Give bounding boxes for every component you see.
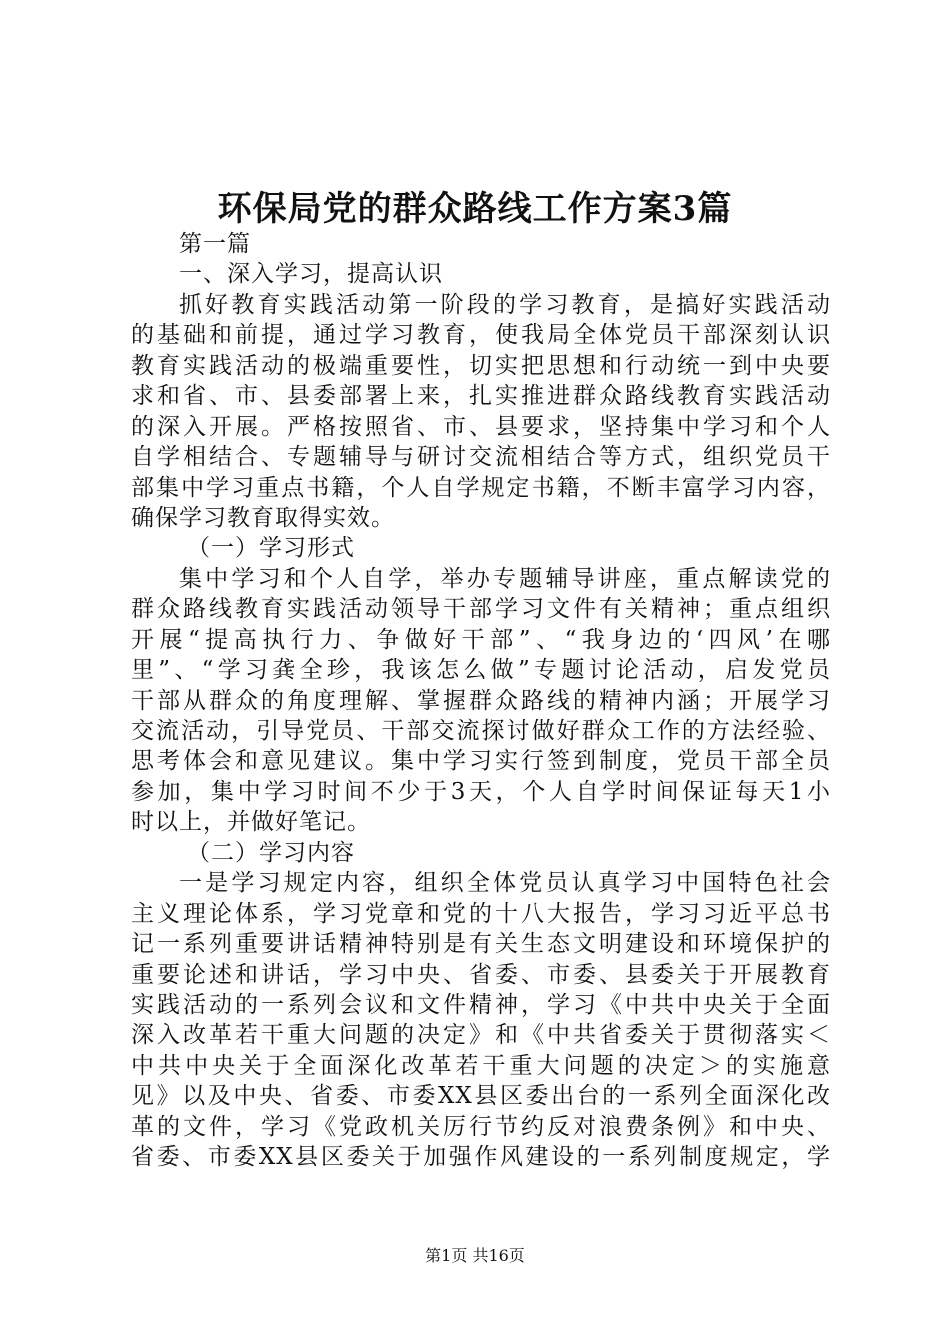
paragraph-line: 抓好教育实践活动第一阶段的学习教育，是搞好实践活动 — [179, 291, 831, 318]
paragraph-line: 实践活动的一系列会议和文件精神，学习《中共中央关于全面 — [131, 991, 831, 1018]
paragraph-line: 见》以及中央、省委、市委XX县区委出台的一系列全面深化改 — [131, 1083, 831, 1110]
paragraph-line: 的深入开展。严格按照省、市、县要求，坚持集中学习和个人 — [131, 413, 831, 440]
paragraph-line: 交流活动，引导党员、干部交流探讨做好群众工作的方法经验、 — [131, 718, 831, 744]
paragraph-line: 里”、“学习龚全珍，我该怎么做”专题讨论活动，启发党员 — [131, 657, 831, 684]
paragraph-line: 的基础和前提，通过学习教育，使我局全体党员干部深刻认识 — [131, 322, 831, 349]
paragraph-line: 群众路线教育实践活动领导干部学习文件有关精神；重点组织 — [131, 596, 831, 623]
paragraph-line: 中共中央关于全面深化改革若干重大问题的决定＞的实施意 — [131, 1052, 831, 1079]
section-heading-part-one: 第一篇 — [179, 231, 251, 257]
paragraph-line: 一是学习规定内容，组织全体党员认真学习中国特色社会 — [179, 870, 831, 897]
paragraph-line: 时以上，并做好笔记。 — [131, 809, 371, 836]
paragraph-line: 部集中学习重点书籍，个人自学规定书籍，不断丰富学习内容， — [131, 474, 831, 501]
paragraph-line: 自学相结合、专题辅导与研讨交流相结合等方式，组织党员干 — [131, 444, 831, 471]
subheading-study-content: （二）学习内容 — [187, 839, 355, 866]
paragraph-line: 思考体会和意见建议。集中学习实行签到制度，党员干部全员 — [131, 748, 831, 775]
paragraph-line: 深入改革若干重大问题的决定》和《中共省委关于贯彻落实＜ — [131, 1022, 831, 1049]
section-heading-study: 一、深入学习，提高认识 — [179, 261, 443, 288]
paragraph-line: 革的文件，学习《党政机关厉行节约反对浪费条例》和中央、 — [131, 1113, 831, 1140]
paragraph-line: 开展“提高执行力、争做好干部”、“我身边的‘四风’在哪 — [131, 626, 831, 653]
paragraph-line: 记一系列重要讲话精神特别是有关生态文明建设和环境保护的 — [131, 931, 831, 958]
document-title: 环保局党的群众路线工作方案3篇 — [217, 189, 733, 229]
paragraph-line: 重要论述和讲话，学习中央、省委、市委、县委关于开展教育 — [131, 961, 831, 988]
paragraph-line: 干部从群众的角度理解、掌握群众路线的精神内涵；开展学习 — [131, 687, 831, 714]
subheading-study-format: （一）学习形式 — [187, 535, 355, 562]
paragraph-line: 主义理论体系，学习党章和党的十八大报告，学习习近平总书 — [131, 900, 831, 927]
paragraph-line: 参加，集中学习时间不少于3天，个人自学时间保证每天1小 — [131, 778, 831, 805]
paragraph-line: 集中学习和个人自学，举办专题辅导讲座，重点解读党的 — [179, 565, 831, 592]
paragraph-line: 确保学习教育取得实效。 — [131, 504, 395, 531]
paragraph-line: 省委、市委XX县区委关于加强作风建设的一系列制度规定，学 — [131, 1144, 831, 1171]
paragraph-line: 教育实践活动的极端重要性，切实把思想和行动统一到中央要 — [131, 352, 831, 379]
page-footer: 第1页 共16页 — [425, 1246, 525, 1265]
paragraph-line: 求和省、市、县委部署上来，扎实推进群众路线教育实践活动 — [131, 383, 831, 410]
document-body — [131, 229, 831, 1173]
